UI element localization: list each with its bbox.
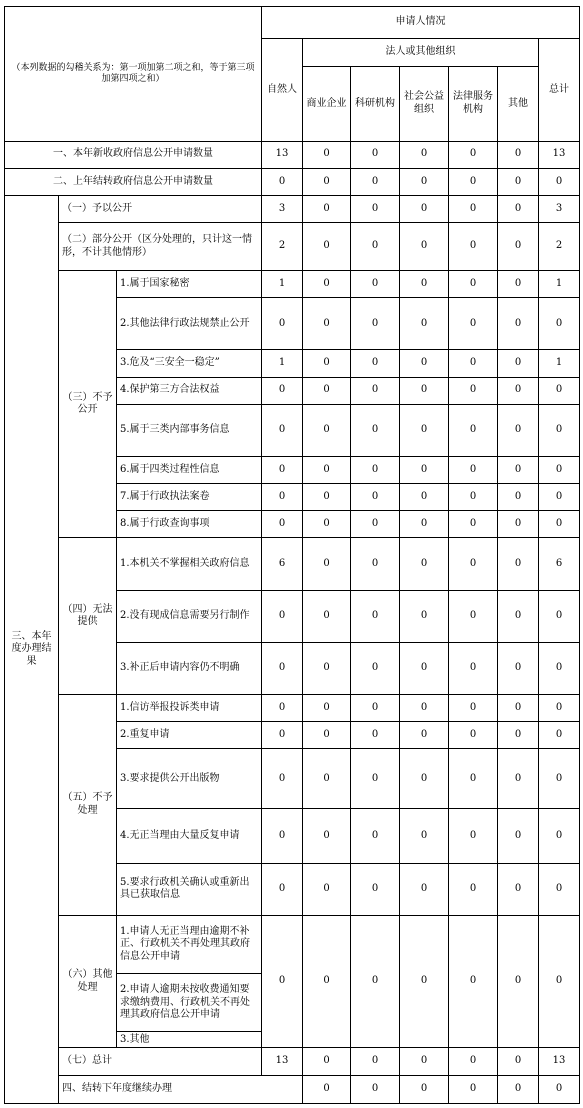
value-cell: 0 <box>449 590 498 642</box>
value-cell: 0 <box>262 377 303 404</box>
value-cell: 0 <box>498 1075 539 1103</box>
value-cell: 0 <box>449 377 498 404</box>
row-label: 一、本年新收政府信息公开申请数量 <box>5 141 262 168</box>
value-cell: 2 <box>539 222 580 270</box>
value-cell: 0 <box>539 749 580 809</box>
value-cell: 0 <box>498 456 539 483</box>
value-cell: 0 <box>351 404 400 456</box>
group-label-not-disclosed: （三）不予公开 <box>59 271 117 538</box>
report-table-container <box>4 6 579 1104</box>
value-cell: 13 <box>262 141 303 168</box>
value-cell: 0 <box>539 863 580 915</box>
value-cell: 0 <box>498 222 539 270</box>
row-label: 8.属于行政查询事项 <box>117 511 262 538</box>
value-cell: 0 <box>351 642 400 694</box>
value-cell: 0 <box>449 350 498 377</box>
value-cell: 13 <box>539 1048 580 1075</box>
value-cell: 13 <box>539 141 580 168</box>
value-cell: 0 <box>303 222 351 270</box>
value-cell: 0 <box>262 722 303 749</box>
value-cell: 0 <box>400 141 449 168</box>
value-cell: 0 <box>539 590 580 642</box>
value-cell: 0 <box>539 377 580 404</box>
value-cell: 0 <box>262 863 303 915</box>
value-cell: 0 <box>400 722 449 749</box>
org-type-header: 社会公益组织 <box>400 67 449 141</box>
value-cell: 0 <box>449 809 498 863</box>
table-note: （本列数据的勾稽关系为：第一项加第二项之和，等于第三项加第四项之和） <box>5 7 262 142</box>
value-cell: 0 <box>351 809 400 863</box>
value-cell: 0 <box>303 456 351 483</box>
value-cell: 0 <box>498 195 539 222</box>
value-cell: 0 <box>351 168 400 195</box>
value-cell: 3 <box>539 195 580 222</box>
group-label-unable: （四）无法提供 <box>59 538 117 695</box>
value-cell: 0 <box>303 168 351 195</box>
value-cell: 0 <box>262 511 303 538</box>
value-cell: 0 <box>449 404 498 456</box>
value-cell: 0 <box>262 456 303 483</box>
value-cell: 0 <box>449 1075 498 1103</box>
value-cell: 0 <box>400 1048 449 1075</box>
value-cell: 0 <box>498 298 539 350</box>
value-cell: 0 <box>262 484 303 511</box>
value-cell: 0 <box>539 456 580 483</box>
value-cell: 0 <box>498 722 539 749</box>
value-cell: 0 <box>303 298 351 350</box>
value-cell: 0 <box>262 915 303 1048</box>
table-row <box>5 168 580 195</box>
value-cell: 0 <box>351 141 400 168</box>
value-cell: 0 <box>498 809 539 863</box>
value-cell: 0 <box>400 484 449 511</box>
org-type-header: 商业企业 <box>303 67 351 141</box>
value-cell: 0 <box>449 484 498 511</box>
value-cell: 0 <box>539 1075 580 1103</box>
row-label: 4.无正当理由大量反复申请 <box>117 809 262 863</box>
value-cell: 0 <box>303 377 351 404</box>
value-cell: 0 <box>262 168 303 195</box>
value-cell: 6 <box>262 538 303 590</box>
row-label: 2.重复申请 <box>117 722 262 749</box>
value-cell: 0 <box>400 168 449 195</box>
row-label: 2.申请人逾期未按收费通知要求缴纳费用、行政机关不再处理其政府信息公开申请 <box>117 974 262 1032</box>
value-cell: 0 <box>351 694 400 721</box>
value-cell: 0 <box>449 915 498 1048</box>
table-row <box>5 195 580 222</box>
value-cell: 0 <box>303 590 351 642</box>
table-row <box>5 1075 580 1103</box>
value-cell: 0 <box>498 404 539 456</box>
value-cell: 0 <box>449 271 498 298</box>
value-cell: 0 <box>498 484 539 511</box>
value-cell: 0 <box>400 350 449 377</box>
value-cell: 0 <box>400 590 449 642</box>
value-cell: 1 <box>539 271 580 298</box>
value-cell: 0 <box>400 271 449 298</box>
table-row <box>5 141 580 168</box>
applicant-situation-header: 申请人情况 <box>262 7 580 39</box>
value-cell: 0 <box>303 271 351 298</box>
value-cell: 0 <box>449 298 498 350</box>
total-header: 总计 <box>539 39 580 141</box>
value-cell: 0 <box>303 694 351 721</box>
value-cell: 0 <box>539 298 580 350</box>
value-cell: 0 <box>303 863 351 915</box>
group-label-other: （六）其他处理 <box>59 915 117 1048</box>
row-label: 5.属于三类内部事务信息 <box>117 404 262 456</box>
value-cell: 0 <box>449 222 498 270</box>
value-cell: 0 <box>262 298 303 350</box>
table-row <box>5 222 580 270</box>
org-type-header: 其他 <box>498 67 539 141</box>
value-cell: 0 <box>449 538 498 590</box>
row-label: 5.要求行政机关确认或重新出具已获取信息 <box>117 863 262 915</box>
value-cell: 0 <box>303 404 351 456</box>
value-cell: 2 <box>262 222 303 270</box>
value-cell: 0 <box>303 141 351 168</box>
table-row <box>5 538 580 590</box>
value-cell: 0 <box>351 1075 400 1103</box>
value-cell: 0 <box>539 809 580 863</box>
value-cell: 0 <box>449 642 498 694</box>
value-cell: 0 <box>539 915 580 1048</box>
value-cell: 0 <box>498 538 539 590</box>
value-cell: 0 <box>303 511 351 538</box>
org-type-header: 科研机构 <box>351 67 400 141</box>
value-cell: 0 <box>498 863 539 915</box>
value-cell: 6 <box>539 538 580 590</box>
value-cell: 0 <box>351 195 400 222</box>
row-label: 4.保护第三方合法权益 <box>117 377 262 404</box>
value-cell: 0 <box>498 350 539 377</box>
value-cell: 0 <box>498 141 539 168</box>
value-cell: 0 <box>449 195 498 222</box>
value-cell: 0 <box>262 404 303 456</box>
value-cell: 0 <box>303 722 351 749</box>
table-row <box>5 1048 580 1075</box>
value-cell: 0 <box>449 749 498 809</box>
value-cell: 1 <box>539 350 580 377</box>
value-cell: 0 <box>351 222 400 270</box>
legal-org-header: 法人或其他组织 <box>303 39 539 67</box>
value-cell: 0 <box>498 168 539 195</box>
value-cell: 0 <box>400 456 449 483</box>
value-cell: 0 <box>400 642 449 694</box>
value-cell: 0 <box>449 722 498 749</box>
row-label: 7.属于行政执法案卷 <box>117 484 262 511</box>
row-label: 1.本机关不掌握相关政府信息 <box>117 538 262 590</box>
row-label: 1.申请人无正当理由逾期不补正、行政机关不再处理其政府信息公开申请 <box>117 915 262 973</box>
value-cell: 0 <box>262 694 303 721</box>
value-cell: 0 <box>303 350 351 377</box>
org-type-header: 法律服务机构 <box>449 67 498 141</box>
value-cell: 0 <box>449 511 498 538</box>
value-cell: 0 <box>400 298 449 350</box>
value-cell: 0 <box>400 222 449 270</box>
row-label: 3.补正后申请内容仍不明确 <box>117 642 262 694</box>
value-cell: 0 <box>400 511 449 538</box>
value-cell: 0 <box>303 915 351 1048</box>
value-cell: 1 <box>262 350 303 377</box>
value-cell: 0 <box>303 195 351 222</box>
value-cell: 0 <box>498 590 539 642</box>
row-label: （一）予以公开 <box>59 195 262 222</box>
row-label: 3.危及“三安全一稳定” <box>117 350 262 377</box>
value-cell: 0 <box>303 484 351 511</box>
table-row <box>5 271 580 298</box>
value-cell: 0 <box>351 350 400 377</box>
value-cell: 0 <box>351 590 400 642</box>
value-cell: 0 <box>351 1048 400 1075</box>
value-cell: 0 <box>262 590 303 642</box>
value-cell: 1 <box>262 271 303 298</box>
natural-person-header: 自然人 <box>262 39 303 141</box>
value-cell: 0 <box>449 863 498 915</box>
value-cell: 0 <box>400 809 449 863</box>
row-label: （七）总计 <box>59 1048 262 1075</box>
row-label: 四、结转下年度继续办理 <box>59 1075 303 1103</box>
value-cell: 0 <box>498 749 539 809</box>
value-cell: 0 <box>449 168 498 195</box>
value-cell: 0 <box>262 642 303 694</box>
value-cell: 0 <box>498 377 539 404</box>
value-cell: 0 <box>539 404 580 456</box>
value-cell: 0 <box>498 271 539 298</box>
value-cell: 0 <box>539 168 580 195</box>
value-cell: 0 <box>400 1075 449 1103</box>
value-cell: 0 <box>498 1048 539 1075</box>
table-row <box>5 694 580 721</box>
value-cell: 0 <box>400 915 449 1048</box>
value-cell: 0 <box>351 456 400 483</box>
value-cell: 0 <box>351 749 400 809</box>
value-cell: 0 <box>498 915 539 1048</box>
value-cell: 0 <box>449 1048 498 1075</box>
value-cell: 0 <box>303 809 351 863</box>
value-cell: 0 <box>351 538 400 590</box>
value-cell: 0 <box>303 642 351 694</box>
row-label: （二）部分公开（区分处理的，只计这一情形，不计其他情形） <box>59 222 262 270</box>
row-label: 3.要求提供公开出版物 <box>117 749 262 809</box>
value-cell: 0 <box>303 1048 351 1075</box>
value-cell: 0 <box>449 141 498 168</box>
value-cell: 0 <box>449 694 498 721</box>
value-cell: 0 <box>351 271 400 298</box>
value-cell: 0 <box>351 377 400 404</box>
section-3-label: 三、本年度办理结果 <box>5 195 59 1103</box>
value-cell: 0 <box>498 642 539 694</box>
row-label: 1.属于国家秘密 <box>117 271 262 298</box>
value-cell: 0 <box>303 749 351 809</box>
row-label: 3.其他 <box>117 1032 262 1048</box>
value-cell: 0 <box>400 749 449 809</box>
value-cell: 0 <box>351 915 400 1048</box>
value-cell: 0 <box>400 195 449 222</box>
value-cell: 0 <box>400 694 449 721</box>
value-cell: 0 <box>351 863 400 915</box>
value-cell: 0 <box>303 1075 351 1103</box>
value-cell: 13 <box>262 1048 303 1075</box>
table-row <box>5 915 580 973</box>
value-cell: 0 <box>351 511 400 538</box>
row-label: 二、上年结转政府信息公开申请数量 <box>5 168 262 195</box>
value-cell: 0 <box>400 863 449 915</box>
value-cell: 0 <box>303 538 351 590</box>
value-cell: 0 <box>539 484 580 511</box>
group-label-not-processed: （五）不予处理 <box>59 694 117 915</box>
row-label: 1.信访举报投诉类申请 <box>117 694 262 721</box>
value-cell: 0 <box>449 456 498 483</box>
value-cell: 0 <box>351 722 400 749</box>
value-cell: 0 <box>351 298 400 350</box>
value-cell: 0 <box>262 749 303 809</box>
value-cell: 0 <box>400 404 449 456</box>
value-cell: 0 <box>539 511 580 538</box>
row-label: 2.没有现成信息需要另行制作 <box>117 590 262 642</box>
value-cell: 0 <box>351 484 400 511</box>
value-cell: 0 <box>498 511 539 538</box>
value-cell: 0 <box>539 642 580 694</box>
value-cell: 3 <box>262 195 303 222</box>
value-cell: 0 <box>400 538 449 590</box>
value-cell: 0 <box>539 694 580 721</box>
value-cell: 0 <box>539 722 580 749</box>
row-label: 2.其他法律行政法规禁止公开 <box>117 298 262 350</box>
value-cell: 0 <box>262 809 303 863</box>
header-row-1 <box>5 7 580 39</box>
disclosure-report-table <box>4 6 580 1104</box>
row-label: 6.属于四类过程性信息 <box>117 456 262 483</box>
value-cell: 0 <box>498 694 539 721</box>
value-cell: 0 <box>400 377 449 404</box>
